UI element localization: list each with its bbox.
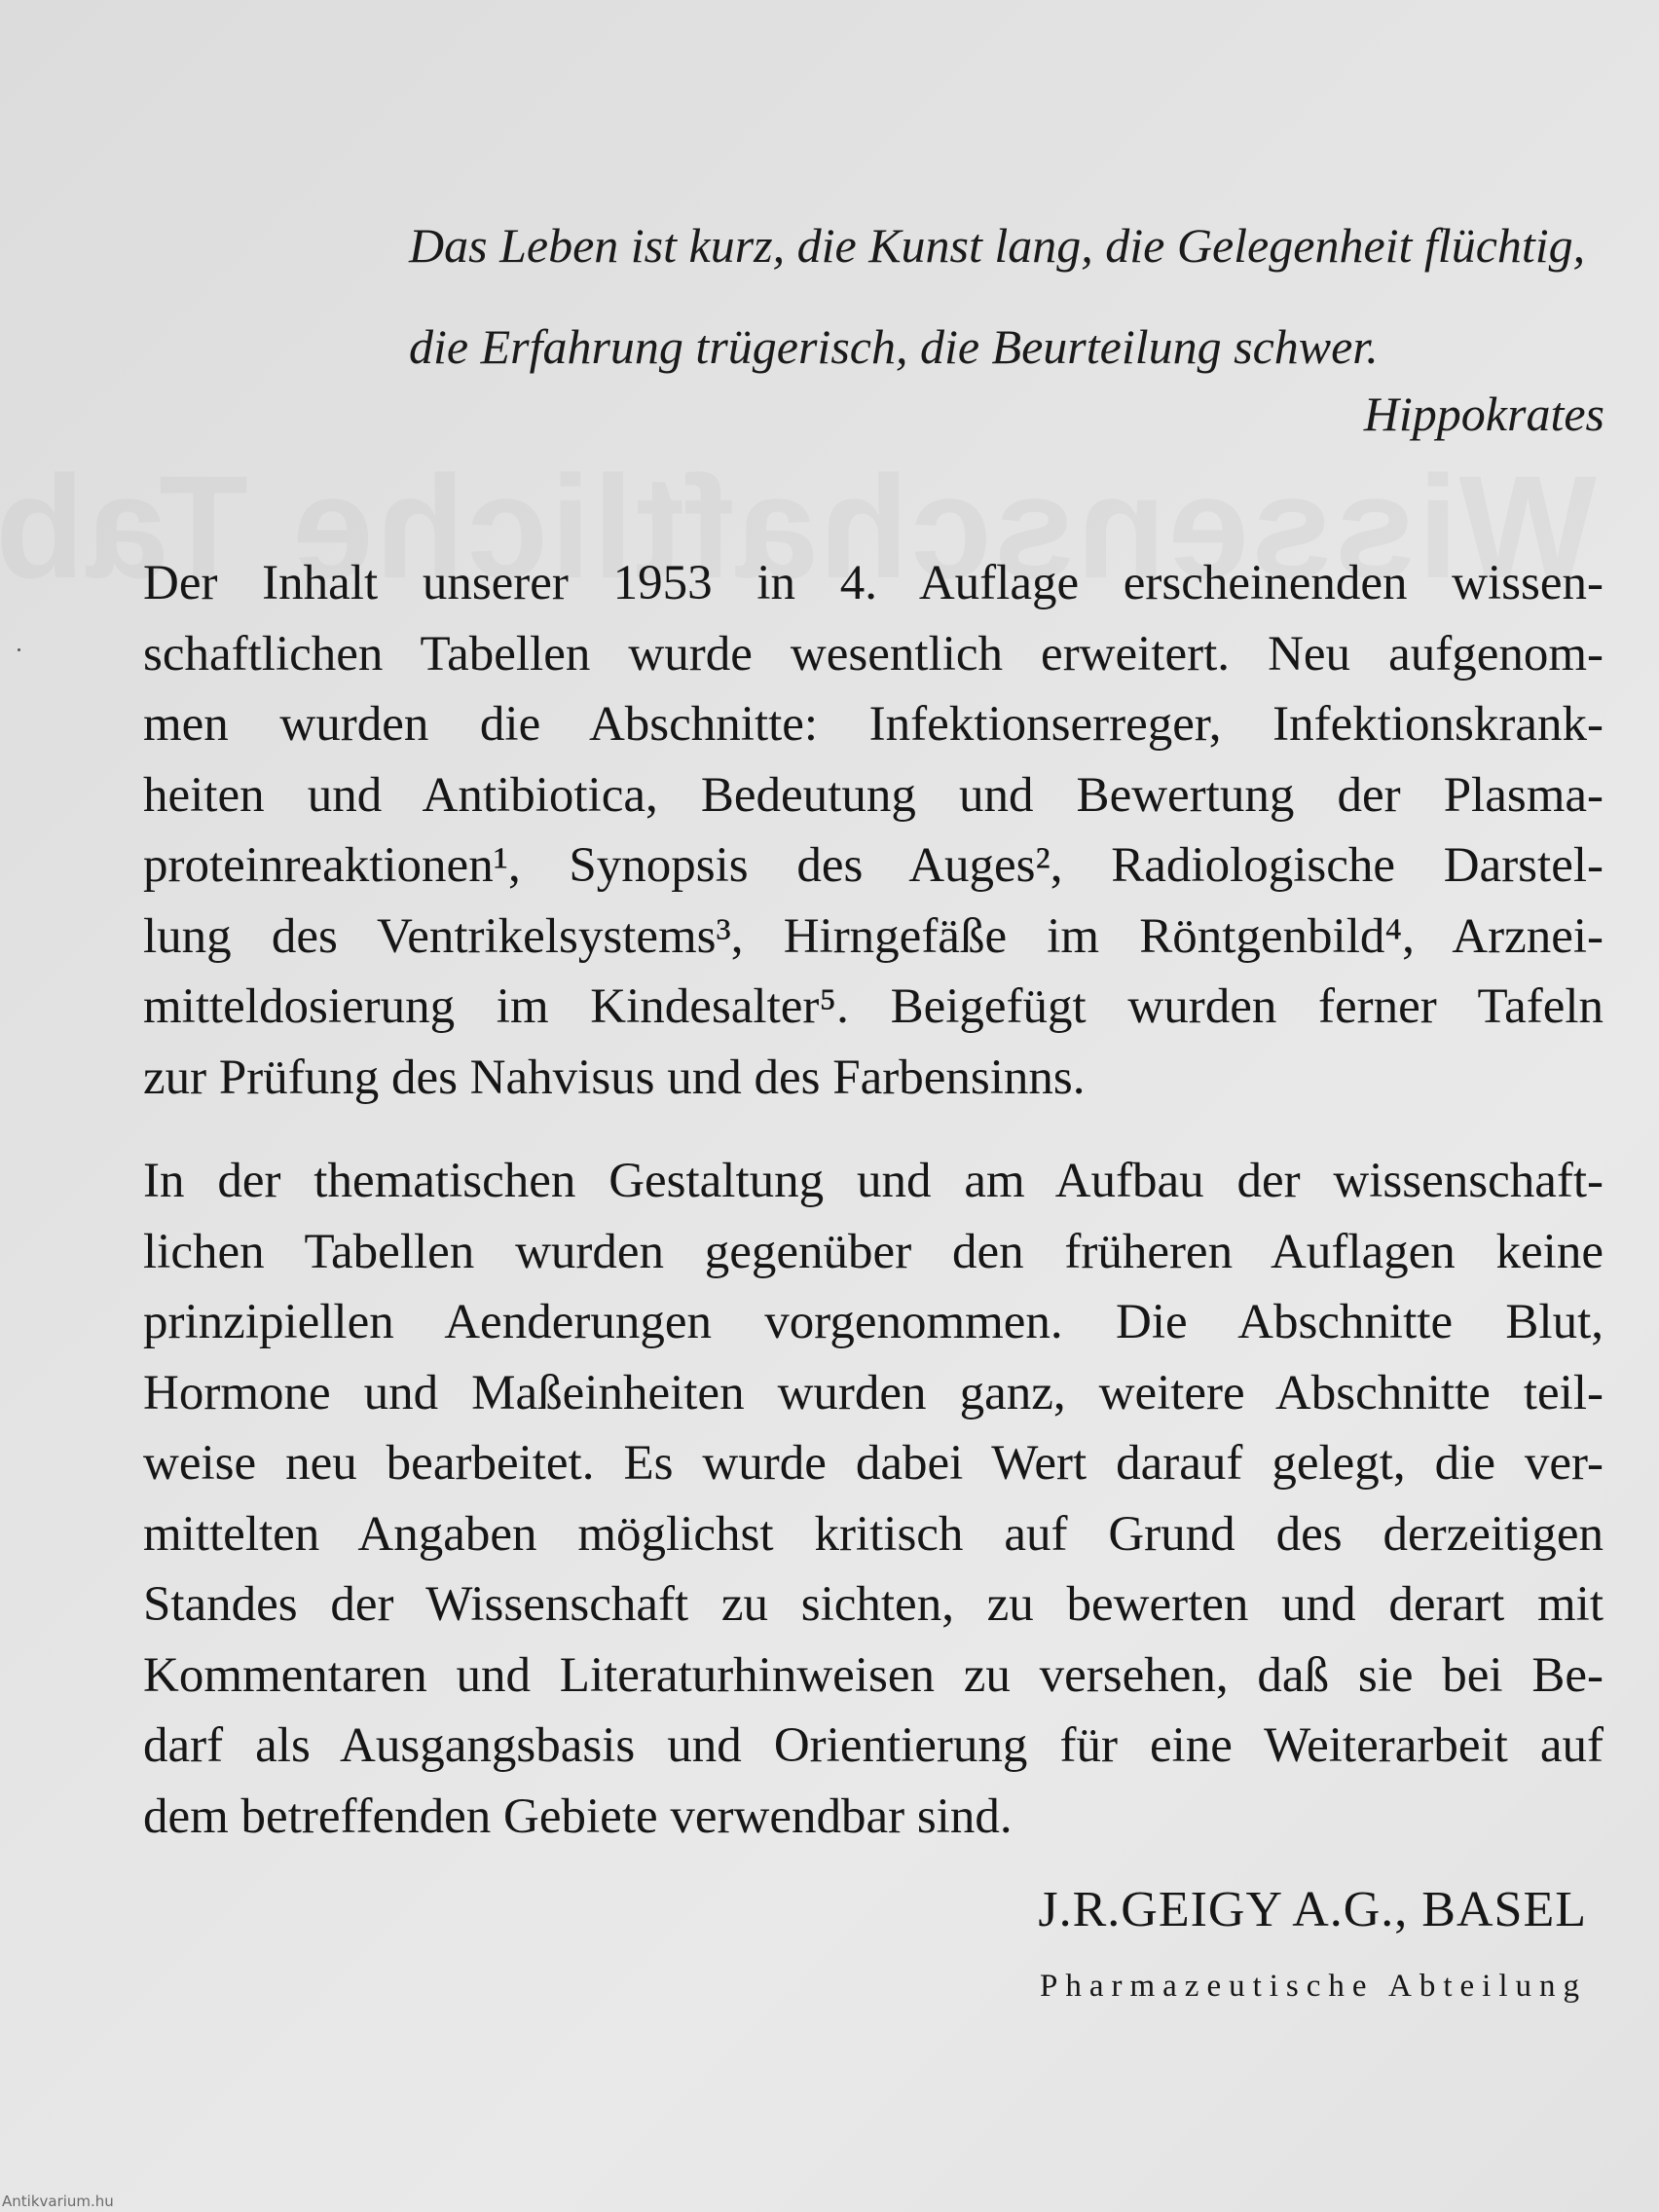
text-line: Standes der Wissenschaft zu sichten, zu bewerten und derart mit xyxy=(143,1577,1604,1632)
department-name: Pharmazeutische Abteilung xyxy=(1040,1969,1587,2004)
paragraph-edition-contents xyxy=(143,548,1604,1113)
text-line: zur Prüfung des Nahvisus und des Farbensinns. xyxy=(143,1050,1086,1105)
epigraph-quote xyxy=(409,195,1606,397)
text-line: darf als Ausgangsbasis und Orientierung für eine Weiterarbeit auf xyxy=(143,1718,1604,1773)
text-line: heiten und Antibiotica, Bedeutung und Bewertung der Plasma- xyxy=(143,767,1604,823)
watermark: Antikvarium.hu xyxy=(2,2193,114,2210)
text-line: Der Inhalt unserer 1953 in 4. Auflage erscheinenden wissen- xyxy=(143,556,1604,610)
text-line: mittelten Angaben möglichst kritisch auf Grund des derzeitigen xyxy=(143,1506,1604,1562)
company-signature: J.R.GEIGY A.G., BASEL xyxy=(1038,1882,1587,1937)
text-line: Kommentaren und Literaturhinweisen zu versehen, daß sie bei Be- xyxy=(143,1647,1604,1703)
text-line: prinzipiellen Aenderungen vorgenommen. Die Abschnitte Blut, xyxy=(143,1295,1604,1349)
text-line: mitteldosierung im Kindesalter⁵. Beigefügt wurden ferner Tafeln xyxy=(143,979,1604,1034)
text-line: lichen Tabellen wurden gegenüber den früheren Auflagen keine xyxy=(143,1224,1604,1279)
quote-line: die Erfahrung trügerisch, die Beurteilung schwer. xyxy=(409,319,1379,374)
text-line: weise neu bearbeitet. Es wurde dabei Wert darauf gelegt, die ver- xyxy=(143,1436,1604,1491)
text-line: lung des Ventrikelsystems³, Hirngefäße im Röntgenbild⁴, Arznei- xyxy=(143,908,1604,964)
paper-speck xyxy=(18,648,20,651)
text-line: Hormone und Maßeinheiten wurden ganz, weitere Abschnitte teil- xyxy=(143,1365,1604,1420)
text-line: dem betreffenden Gebiete verwendbar sind. xyxy=(143,1788,1013,1844)
text-line: proteinreaktionen¹, Synopsis des Auges², Radiologische Darstel- xyxy=(143,838,1604,893)
text-line: schaftlichen Tabellen wurde wesentlich erweitert. Neu aufgenom- xyxy=(143,626,1604,682)
paragraph-structure-notes xyxy=(143,1146,1604,1852)
text-line: In der thematischen Gestaltung und am Aufbau der wissenschaft- xyxy=(143,1154,1604,1208)
text-line: men wurden die Abschnitte: Infektionserreger, Infektionskrank- xyxy=(143,697,1604,752)
quote-line: Das Leben ist kurz, die Kunst lang, die Gelegenheit flüchtig, xyxy=(409,218,1586,273)
quote-author: Hippokrates xyxy=(1363,387,1604,441)
